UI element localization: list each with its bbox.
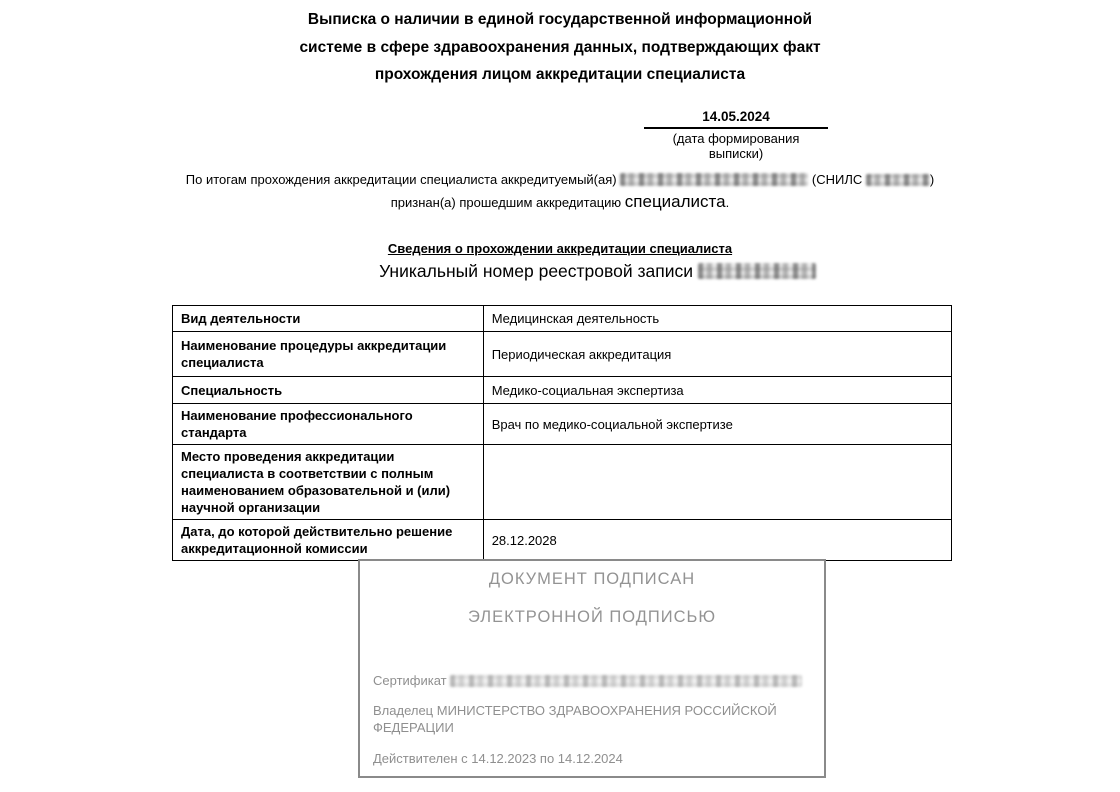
title-line-2: системе в сфере здравоохранения данных, подтверждающих факт <box>299 38 821 56</box>
snils-label: (СНИЛС <box>811 172 863 187</box>
row-label-specialty: Специальность <box>173 377 484 404</box>
redacted-registry-number <box>698 263 816 279</box>
intro-period: . <box>725 194 730 210</box>
stamp-heading-line-2: ЭЛЕКТРОННОЙ ПОДПИСЬЮ <box>467 608 717 626</box>
intro-emphasis-word: специалиста <box>624 191 726 211</box>
intro-text-1: По итогам прохождения аккредитации специалиста аккредитуемый(ая) <box>185 172 617 187</box>
page-title <box>0 6 1120 89</box>
snils-close-paren: ) <box>929 172 935 187</box>
section-heading: Сведения о прохождении аккредитации специалиста <box>387 241 733 256</box>
redacted-accreditee-name <box>620 173 808 186</box>
intro-text-2: признан(а) прошедшим аккредитацию <box>390 194 622 210</box>
row-value-specialty: Медико-социальная экспертиза <box>483 377 951 404</box>
intro-line-2 <box>0 191 1120 214</box>
title-line-1: Выписка о наличии в единой государственной информационной <box>307 11 813 28</box>
extract-date: 14.05.2024 <box>644 109 828 129</box>
row-label-activity-type: Вид деятельности <box>173 306 484 332</box>
row-label-procedure-name: Наименование процедуры аккредитации специалиста <box>173 332 484 377</box>
row-label-valid-until-date: Дата, до которой действительно решение аккредитационной комиссии <box>173 520 484 561</box>
certificate-owner: Владелец МИНИСТЕРСТВО ЗДРАВООХРАНЕНИЯ РОССИЙСКОЙ ФЕДЕРАЦИИ <box>373 703 777 735</box>
registry-number-line <box>0 261 1120 282</box>
row-label-accreditation-place: Место проведения аккредитации специалиста в соответствии с полным наименованием образовательной и (или) научной организации <box>173 445 484 520</box>
table-row <box>173 404 952 445</box>
registry-number-label: Уникальный номер реестровой записи <box>379 261 694 281</box>
stamp-heading-line-1: ДОКУМЕНТ ПОДПИСАН <box>488 570 696 588</box>
redacted-certificate-number <box>450 675 802 687</box>
title-line-3: прохождения лицом аккредитации специалиста <box>374 66 746 83</box>
table-row <box>173 445 952 520</box>
electronic-signature-stamp <box>358 559 826 778</box>
row-value-activity-type: Медицинская деятельность <box>483 306 951 332</box>
table-row <box>173 377 952 404</box>
extract-date-caption: (дата формирования выписки) <box>672 131 800 161</box>
certificate-validity: Действителен с 14.12.2023 по 14.12.2024 <box>373 751 623 766</box>
certificate-line <box>373 673 802 688</box>
row-value-professional-standard: Врач по медико-социальной экспертизе <box>483 404 951 445</box>
table-row <box>173 306 952 332</box>
redacted-snils-number <box>866 174 930 186</box>
intro-paragraph <box>0 169 1120 213</box>
accreditation-table <box>172 305 952 561</box>
row-label-professional-standard: Наименование профессионального стандарта <box>173 404 484 445</box>
row-value-accreditation-place <box>483 445 951 520</box>
extract-date-block <box>644 109 828 161</box>
table-row <box>173 520 952 561</box>
row-value-procedure-name: Периодическая аккредитация <box>483 332 951 377</box>
table-row <box>173 332 952 377</box>
row-value-valid-until-date: 28.12.2028 <box>483 520 951 561</box>
intro-line-1 <box>0 169 1120 191</box>
certificate-label: Сертификат <box>373 673 447 688</box>
